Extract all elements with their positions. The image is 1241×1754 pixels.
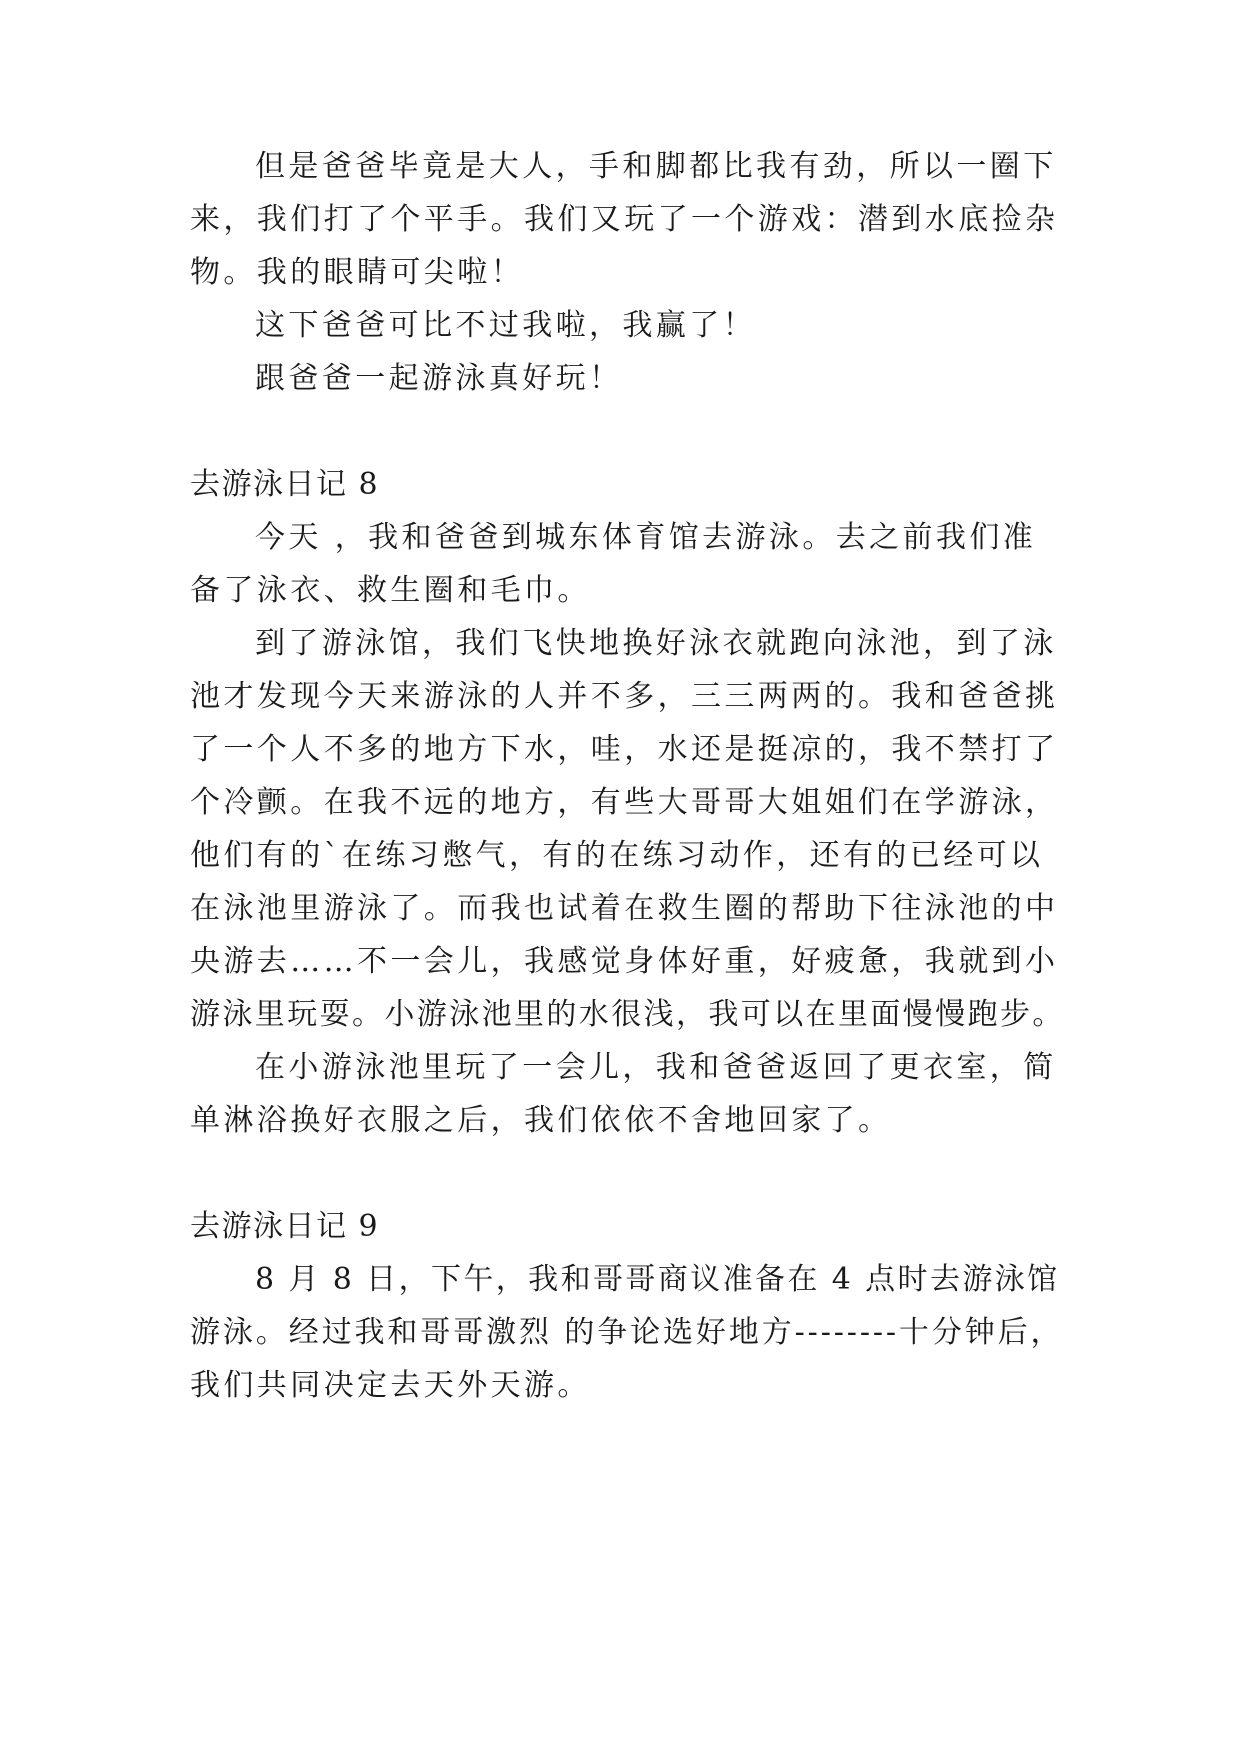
text-line: 池才发现今天来游泳的人并不多，三三两两的。我和爸爸挑 (190, 679, 1059, 714)
text-line: 游泳里玩耍。小游泳池里的水很浅，我可以在里面慢慢跑步。 (190, 997, 1065, 1032)
text-line: 游泳。经过我和哥哥激烈 的争论选好地方--------十分钟后， (190, 1315, 1064, 1350)
text-line: 个冷颤。在我不远的地方，有些大哥哥大姐姐们在学游泳， (190, 785, 1059, 820)
text-line: 单淋浴换好衣服之后，我们依依不舍地回家了。 (190, 1103, 892, 1138)
diary-8-title: 去游泳日记 8 (190, 467, 380, 502)
text-line: 这下爸爸可比不过我啦，我赢了！ (255, 308, 756, 343)
diary-9-title: 去游泳日记 9 (190, 1209, 380, 1244)
text-line: 在泳池里游泳了。而我也试着在救生圈的帮助下往泳池的中 (190, 891, 1059, 926)
text-line: 但是爸爸毕竟是大人，手和脚都比我有劲，所以一圈下 (255, 149, 1057, 184)
text-line: 我们共同决定去天外天游。 (190, 1368, 591, 1403)
text-line: 跟爸爸一起游泳真好玩！ (255, 361, 623, 396)
text-line: 到了游泳馆，我们飞快地换好泳衣就跑向泳池，到了泳 (255, 626, 1057, 661)
text-line: 来，我们打了个平手。我们又玩了一个游戏：潜到水底捡杂 (190, 202, 1059, 237)
text-line: 央游去……不一会儿，我感觉身体好重，好疲惫，我就到小 (190, 944, 1059, 979)
text-line: 物。我的眼睛可尖啦！ (190, 255, 524, 290)
text-line: 在小游泳池里玩了一会儿，我和爸爸返回了更衣室，简 (255, 1050, 1057, 1085)
text-line: 备了泳衣、救生圈和毛巾。 (190, 573, 591, 608)
text-line: 了一个人不多的地方下水，哇，水还是挺凉的，我不禁打了 (190, 732, 1059, 767)
text-line: 8 月 8 日，下午，我和哥哥商议准备在 4 点时去游泳馆 (255, 1262, 1060, 1297)
text-line: 他们有的`在练习憋气，有的在练习动作，还有的已经可以 (190, 838, 1044, 873)
text-line: 今天 ，我和爸爸到城东体育馆去游泳。去之前我们准 (255, 520, 1037, 555)
